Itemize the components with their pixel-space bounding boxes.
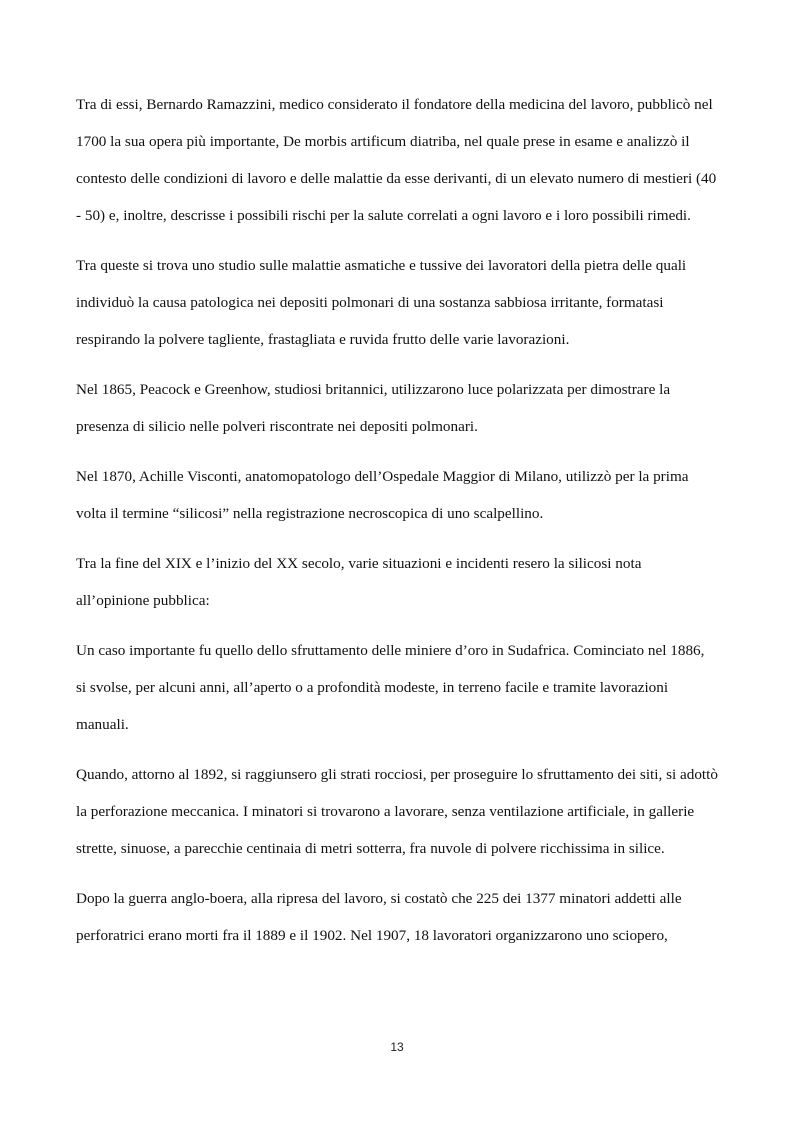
paragraph-sudafrica: Un caso importante fu quello dello sfruttamento delle miniere d’oro in Sudafrica. Cominciato nel 1886, si svolse, per alcuni anni, all’aperto o a profondità modeste, in terreno facile e tramite lavorazioni manuali.	[76, 642, 705, 733]
paragraph-peacock-greenhow: Nel 1865, Peacock e Greenhow, studiosi britannici, utilizzarono luce polarizzata per dimostrare la presenza di silicio nelle polveri riscontrate nei depositi polmonari.	[76, 381, 671, 435]
paragraph-stone-workers: Tra queste si trova uno studio sulle malattie asmatiche e tussive dei lavoratori della pietra delle quali individuò la causa patologica nei depositi polmonari di una sostanza sabbiosa irritante, formatasi respirando la polvere tagliente, frastagliata e ruvida frutto delle varie lavorazioni.	[76, 257, 687, 348]
body-text	[76, 86, 718, 967]
paragraph-public-opinion: Tra la fine del XIX e l’inizio del XX secolo, varie situazioni e incidenti resero la silicosi nota all’opinione pubblica:	[76, 555, 642, 609]
paragraph-guerra-anglo-boera: Dopo la guerra anglo-boera, alla ripresa del lavoro, si costatò che 225 dei 1377 minatori addetti alle perforatrici erano morti fra il 1889 e il 1902. Nel 1907, 18 lavoratori organizzarono uno sciopero,	[76, 890, 682, 944]
page-number: 13	[390, 1040, 404, 1054]
paragraph-perforazione: Quando, attorno al 1892, si raggiunsero gli strati rocciosi, per proseguire lo sfruttamento dei siti, si adottò la perforazione meccanica. I minatori si trovarono a lavorare, senza ventilazione artificiale, in gallerie strette, sinuose, a parecchie centinaia di metri sotterra, fra nuvole di polvere ricchissima in silice.	[76, 766, 718, 857]
paragraph-visconti: Nel 1870, Achille Visconti, anatomopatologo dell’Ospedale Maggior di Milano, utilizzò per la prima volta il termine “silicosi” nella registrazione necroscopica di uno scalpellino.	[76, 468, 689, 522]
paragraph-ramazzini: Tra di essi, Bernardo Ramazzini, medico considerato il fondatore della medicina del lavoro, pubblicò nel 1700 la sua opera più importante, De morbis artificum diatriba, nel quale prese in esame e analizzò il contesto delle condizioni di lavoro e delle malattie da esse derivanti, di un elevato numero di mestieri (40 - 50) e, inoltre, descrisse i possibili rischi per la salute correlati a ogni lavoro e i loro possibili rimedi.	[76, 96, 717, 224]
